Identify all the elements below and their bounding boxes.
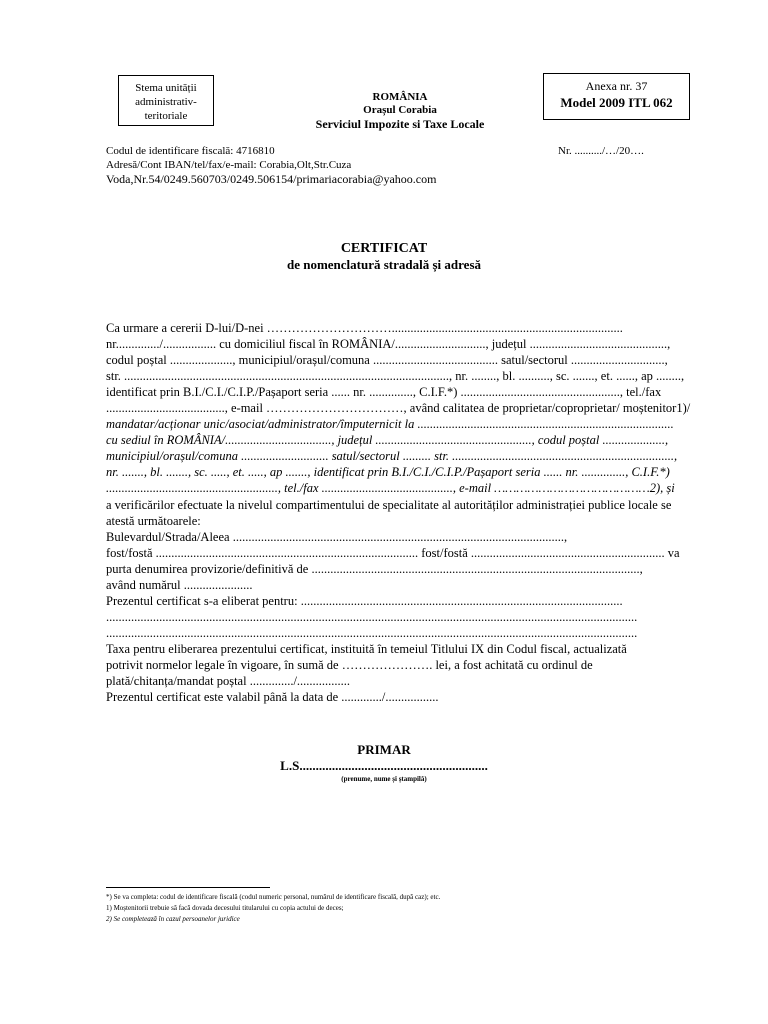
body-line: plată/chitanța/mandat poștal ............../................. (106, 674, 351, 688)
document-subtitle: de nomenclatură stradală și adresă (286, 257, 482, 272)
body-line: potrivit normelor legale în vigoare, în sumă de …………………. lei, a fost achitată cu ordinul de (106, 658, 593, 672)
legal-entity-line: cu sediul în ROMÂNIA/.................................., județul .................................................., codul poștal ...................., (106, 433, 669, 447)
anexa-number: Anexa nr. 37 (585, 79, 648, 93)
anexa-box (543, 73, 690, 120)
legal-entity-line: mandatar/acționar unic/asociat/administrator/împuternicit la .................................................................................. (106, 417, 674, 431)
seal-signature-line: L.S.......................................................... (280, 758, 488, 773)
body-line: Ca urmare a cererii D-lui/D-nei ………………………….......................................................................... (106, 321, 623, 335)
stema-line: administrativ- (135, 96, 197, 108)
address-label: Adresă/Cont IBAN/tel/fax/e-mail: (106, 159, 257, 171)
body-line: a verificărilor efectuate la nivelul compartimentului de specialitate al autorităților administrației publice locale se (106, 498, 672, 512)
model-code: Model 2009 ITL 062 (560, 95, 673, 110)
body-line: nr............../................. cu domiciliul fiscal în ROMÂNIA/............................., județul ............................................, (106, 337, 671, 351)
address-value-line-2: Voda,Nr.54/0249.560703/0249.506154/primariacorabia@yahoo.com (106, 172, 437, 186)
body-line: codul poștal ...................., municipiul/orașul/comuna ........................................ satul/sectorul .............................., (106, 353, 668, 367)
legal-entity-line: municipiul/orașul/comuna ............................ satul/sectorul ......... str. ......................................................................., (106, 449, 678, 463)
footnote-divider (106, 887, 270, 888)
legal-entity-line: nr. ......., bl. ......., sc. ....., et. ....., ap ......., identificat prin B.I./C.I./C.I.P./Pașaport seria ...... nr. .............., C.I.F.*) (106, 465, 670, 479)
body-line: atestă următoarele: (106, 514, 201, 528)
stema-line: teritoriale (144, 110, 188, 122)
stema-line: Stema unității (135, 82, 197, 94)
country-name: ROMÂNIA (372, 91, 428, 103)
stema-box (118, 75, 214, 126)
cif-label: Codul de identificare fiscală: (106, 145, 234, 157)
dotted-line: .......................................................................................................................................................................... (106, 610, 638, 624)
address-value: Corabia,Olt,Str.Cuza (259, 159, 352, 171)
footnote: 2) Se completează în cazul persoanelor juridice (106, 915, 240, 923)
city-name: Orașul Corabia (363, 104, 437, 116)
body-line: str. ........................................................................................................, nr. ........, bl. .........., sc. ......., et. ......, ap ........, (106, 369, 685, 383)
footnote: 1) Moștenitorii trebuie să facă dovada decesului titularului cu copia actului de deces; (106, 904, 344, 912)
body-line: fost/fostă .................................................................................... fost/fostă .............................................................. va (106, 546, 680, 560)
body-line: ......................................, e-mail ……………………………, având calitatea de proprietar/coproprietar/ moștenitor1)/ (106, 401, 691, 415)
footnote: *) Se va completa: codul de identificare fiscală (codul numeric personal, numărul de identificare fiscală, după caz); etc. (106, 893, 441, 901)
body-line: identificat prin B.I./C.I./C.I.P./Pașaport seria ...... nr. .............., C.I.F.*) ..................................................., tel./fax (106, 385, 662, 399)
legal-entity-line: ......................................................., tel./fax .........................................., e-mail ……………………………………2), și (106, 481, 675, 495)
service-name: Serviciul Impozite si Taxe Locale (315, 117, 485, 131)
nr-line: Nr. ........../…/20…. (558, 145, 644, 157)
body-line: Taxa pentru eliberarea prezentului certificat, instituită în temeiul Titlului IX din Codul fiscal, actualizată (106, 642, 627, 656)
cif-value: 4716810 (236, 145, 275, 157)
body-line: purta denumirea provizorie/definitivă de ........................................................................................................., (106, 562, 643, 576)
body-line: Prezentul certificat este valabil până la data de ............./................. (106, 690, 439, 704)
body-line: Prezentul certificat s-a eliberat pentru: ....................................................................................................... (106, 594, 623, 608)
body-line: având numărul ...................... (106, 578, 253, 592)
body-line: Bulevardul/Strada/Aleea .........................................................................................................., (106, 530, 568, 544)
mayor-title: PRIMAR (357, 742, 411, 757)
dotted-line: .......................................................................................................................................................................... (106, 626, 638, 640)
signature-caption: (prenume, nume și ștampilă) (341, 775, 427, 783)
document-title: CERTIFICAT (340, 241, 428, 256)
